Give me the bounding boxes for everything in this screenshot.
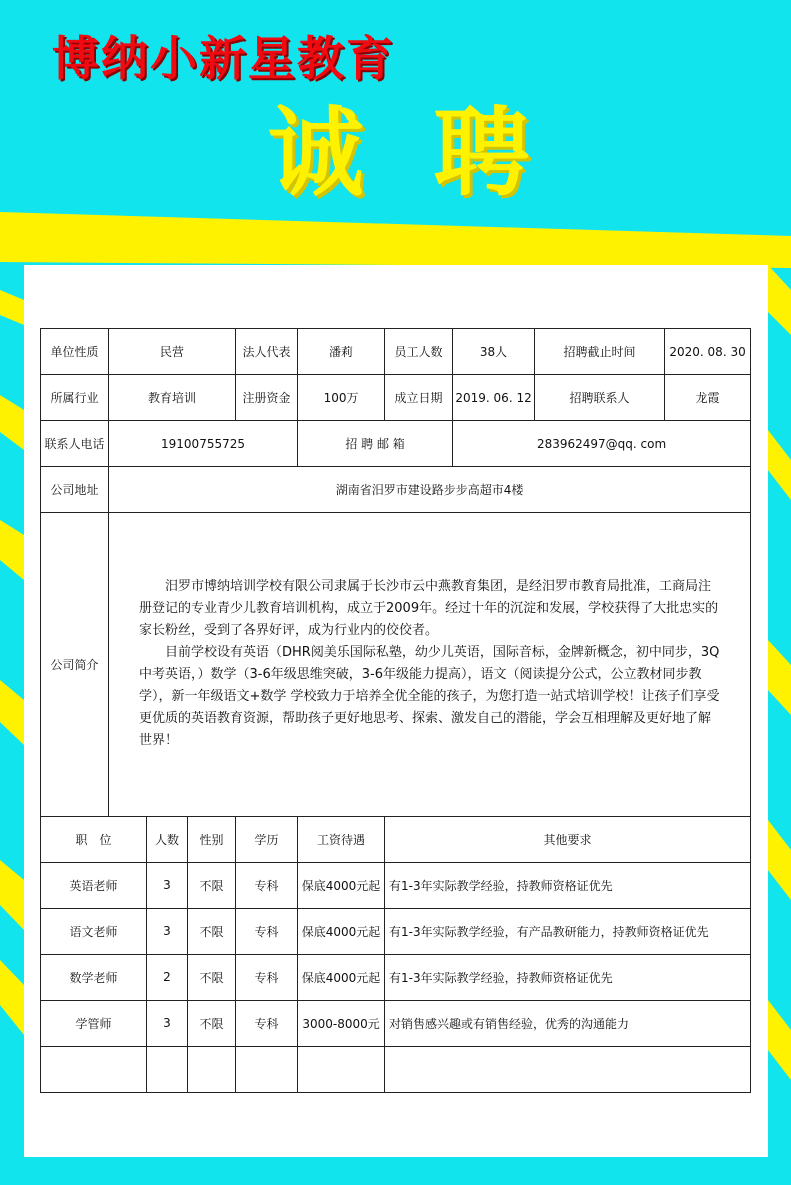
job-salary: 保底4000元起: [298, 954, 385, 1000]
email-label: 招 聘 邮 箱: [298, 421, 453, 467]
job-position: 英语老师: [41, 862, 147, 908]
legal-rep-value: 潘莉: [298, 329, 385, 375]
industry-label: 所属行业: [41, 375, 109, 421]
info-row-2: [41, 375, 751, 421]
email-value: 283962497@qq. com: [453, 421, 751, 467]
job-requirements: 有1-3年实际教学经验，有产品教研能力，持教师资格证优先: [385, 908, 751, 954]
job-requirements: 对销售感兴趣或有销售经验，优秀的沟通能力: [385, 1000, 751, 1046]
job-gender: 不限: [188, 954, 236, 1000]
empty-cell: [298, 1046, 385, 1092]
col-education-header: 学历: [236, 816, 298, 862]
founded-value: 2019. 06. 12: [453, 375, 535, 421]
capital-label: 注册资金: [236, 375, 298, 421]
job-count: 3: [147, 908, 188, 954]
job-salary: 3000-8000元: [298, 1000, 385, 1046]
intro-paragraph-2: 目前学校设有英语（DHR阅美乐国际私塾，幼少儿英语，国际音标，金牌新概念，初中同步，3Q中考英语，）数学（3-6年级思维突破，3-6年级能力提高），语文（阅读提分公式，公立教材同步教学），新一年级语文+数学 学校致力于培养全优全能的孩子，为您打造一站式培训学校！让孩子们享受更优质的英语教育资源，帮助孩子更好地思考、探索、激发自己的潜能，学会互相理解及更好地了解世界！: [139, 645, 720, 749]
table-row: [41, 1000, 751, 1046]
staff-count-value: 38人: [453, 329, 535, 375]
empty-cell: [385, 1046, 751, 1092]
job-requirements: 有1-3年实际教学经验，持教师资格证优先: [385, 954, 751, 1000]
empty-cell: [236, 1046, 298, 1092]
recruitment-table: [40, 328, 751, 1093]
legal-rep-label: 法人代表: [236, 329, 298, 375]
table-row: [41, 954, 751, 1000]
contact-person-label: 招聘联系人: [535, 375, 665, 421]
table-row: [41, 908, 751, 954]
empty-table-row: [41, 1046, 751, 1092]
phone-value: 19100755725: [109, 421, 298, 467]
info-row-3: [41, 421, 751, 467]
job-gender: 不限: [188, 1000, 236, 1046]
col-count-header: 人数: [147, 816, 188, 862]
job-position: 学管师: [41, 1000, 147, 1046]
address-value: 湖南省汨罗市建设路步步高超市4楼: [109, 467, 751, 513]
capital-value: 100万: [298, 375, 385, 421]
col-gender-header: 性别: [188, 816, 236, 862]
job-count: 3: [147, 1000, 188, 1046]
staff-count-label: 员工人数: [385, 329, 453, 375]
job-education: 专科: [236, 954, 298, 1000]
job-position: 数学老师: [41, 954, 147, 1000]
job-education: 专科: [236, 908, 298, 954]
job-salary: 保底4000元起: [298, 862, 385, 908]
recruiting-headline: 诚 聘: [268, 97, 548, 209]
empty-cell: [147, 1046, 188, 1092]
intro-label: 公司简介: [41, 513, 109, 816]
job-salary: 保底4000元起: [298, 908, 385, 954]
job-count: 2: [147, 954, 188, 1000]
empty-cell: [41, 1046, 147, 1092]
founded-label: 成立日期: [385, 375, 453, 421]
info-row-1: [41, 329, 751, 375]
col-position-header: 职 位: [41, 816, 147, 862]
job-count: 3: [147, 862, 188, 908]
col-salary-header: 工资待遇: [298, 816, 385, 862]
industry-value: 教育培训: [109, 375, 236, 421]
contact-person-value: 龙霞: [665, 375, 751, 421]
intro-paragraph-1: 汨罗市博纳培训学校有限公司隶属于长沙市云中燕教育集团，是经汨罗市教育局批准，工商局注册登记的专业青少儿教育培训机构，成立于2009年。经过十年的沉淀和发展，学校获得了大批忠实的家长粉丝，受到了各界好评，成为行业内的佼佼者。: [139, 579, 719, 639]
deadline-value: 2020. 08. 30: [665, 329, 751, 375]
job-position: 语文老师: [41, 908, 147, 954]
job-gender: 不限: [188, 908, 236, 954]
school-name-title: 博纳小新星教育: [52, 32, 395, 87]
job-education: 专科: [236, 862, 298, 908]
job-gender: 不限: [188, 862, 236, 908]
jobs-header-row: [41, 816, 751, 862]
address-row: [41, 467, 751, 513]
unit-type-label: 单位性质: [41, 329, 109, 375]
job-requirements: 有1-3年实际教学经验，持教师资格证优先: [385, 862, 751, 908]
empty-cell: [188, 1046, 236, 1092]
address-label: 公司地址: [41, 467, 109, 513]
phone-label: 联系人电话: [41, 421, 109, 467]
intro-text: [109, 513, 751, 816]
col-requirements-header: 其他要求: [385, 816, 751, 862]
unit-type-value: 民营: [109, 329, 236, 375]
intro-row: [41, 513, 751, 816]
job-education: 专科: [236, 1000, 298, 1046]
deadline-label: 招聘截止时间: [535, 329, 665, 375]
table-row: [41, 862, 751, 908]
